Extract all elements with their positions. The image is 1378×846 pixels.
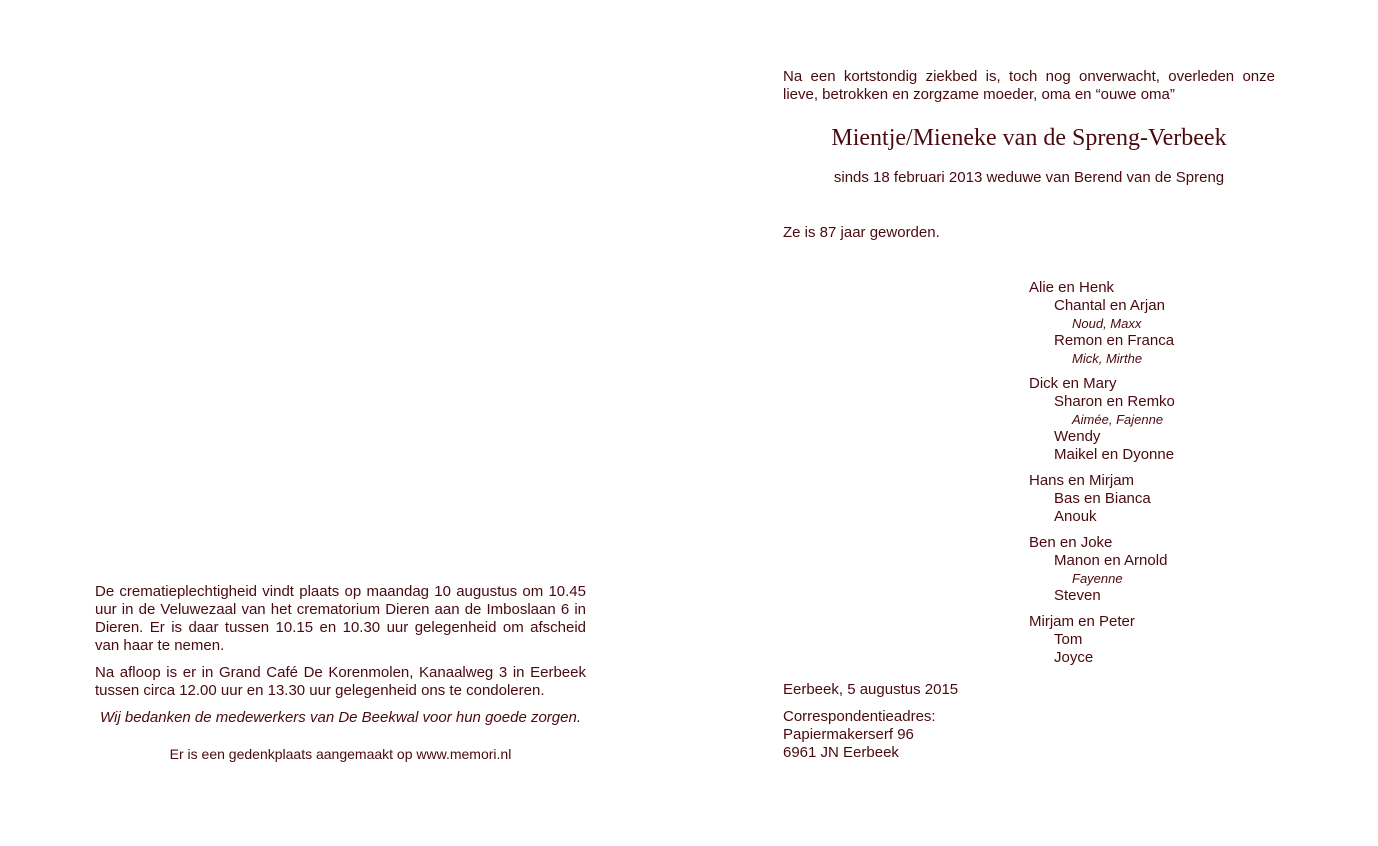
family-group [1029,472,1329,526]
age-line: Ze is 87 jaar geworden. [783,224,940,241]
family-head: Mirjam en Peter [1029,613,1135,630]
family-head: Ben en Joke [1029,534,1113,551]
left-page-text [95,583,586,742]
family-child: Steven [1054,587,1101,604]
family-group [1029,375,1329,464]
deceased-name: Mientje/Mieneke van de Spreng-Verbeek [831,125,1227,151]
family-grandchildren: Noud, Maxx [1072,316,1142,331]
correspondence-label: Correspondentieadres: [783,708,936,725]
correspondence-address [783,708,936,762]
correspondence-street: Papiermakerserf 96 [783,726,914,743]
intro-paragraph: Na een kortstondig ziekbed is, toch nog onverwacht, overleden onze lieve, betrokken en zorgzame moeder, oma en “ouwe oma” [783,68,1275,103]
family-head: Hans en Mirjam [1029,472,1135,489]
widow-line: sinds 18 februari 2013 weduwe van Berend van de Spreng [833,169,1225,186]
family-child: Joyce [1054,649,1094,666]
family-child: Sharon en Remko [1054,393,1175,410]
memorial-note: Er is een gedenkplaats aangemaakt op www.memori.nl [169,746,512,762]
condolence-paragraph: Na afloop is er in Grand Café De Korenmolen, Kanaalweg 3 in Eerbeek tussen circa 12.00 uur en 13.30 uur gelegenheid ons te condoleren. [95,664,586,699]
family-child: Chantal en Arjan [1054,297,1165,314]
family-group [1029,613,1329,667]
family-group [1029,534,1329,605]
family-grandchildren: Aimée, Fajenne [1072,412,1164,427]
correspondence-city: 6961 JN Eerbeek [783,744,899,761]
family-child: Bas en Bianca [1054,490,1151,507]
family-child: Maikel en Dyonne [1054,446,1175,463]
family-child: Anouk [1054,508,1097,525]
family-child: Wendy [1054,428,1101,445]
family-child: Tom [1054,631,1083,648]
family-head: Alie en Henk [1029,279,1115,296]
family-child: Manon en Arnold [1054,552,1168,569]
family-head: Dick en Mary [1029,375,1117,392]
family-list [1029,279,1329,675]
family-child: Remon en Franca [1054,332,1175,349]
family-grandchildren: Fayenne [1072,571,1123,586]
family-grandchildren: Mick, Mirthe [1072,351,1143,366]
thanks-paragraph: Wij bedanken de medewerkers van De Beekwal voor hun goede zorgen. [100,709,581,726]
place-date: Eerbeek, 5 augustus 2015 [783,681,959,698]
ceremony-paragraph: De crematieplechtigheid vindt plaats op maandag 10 augustus om 10.45 uur in de Veluwezaal van het crematorium Dieren aan de Imboslaan 6 in Dieren. Er is daar tussen 10.15 en 10.30 uur gelegenheid om afscheid van haar te nemen. [95,583,586,654]
family-group [1029,279,1329,367]
